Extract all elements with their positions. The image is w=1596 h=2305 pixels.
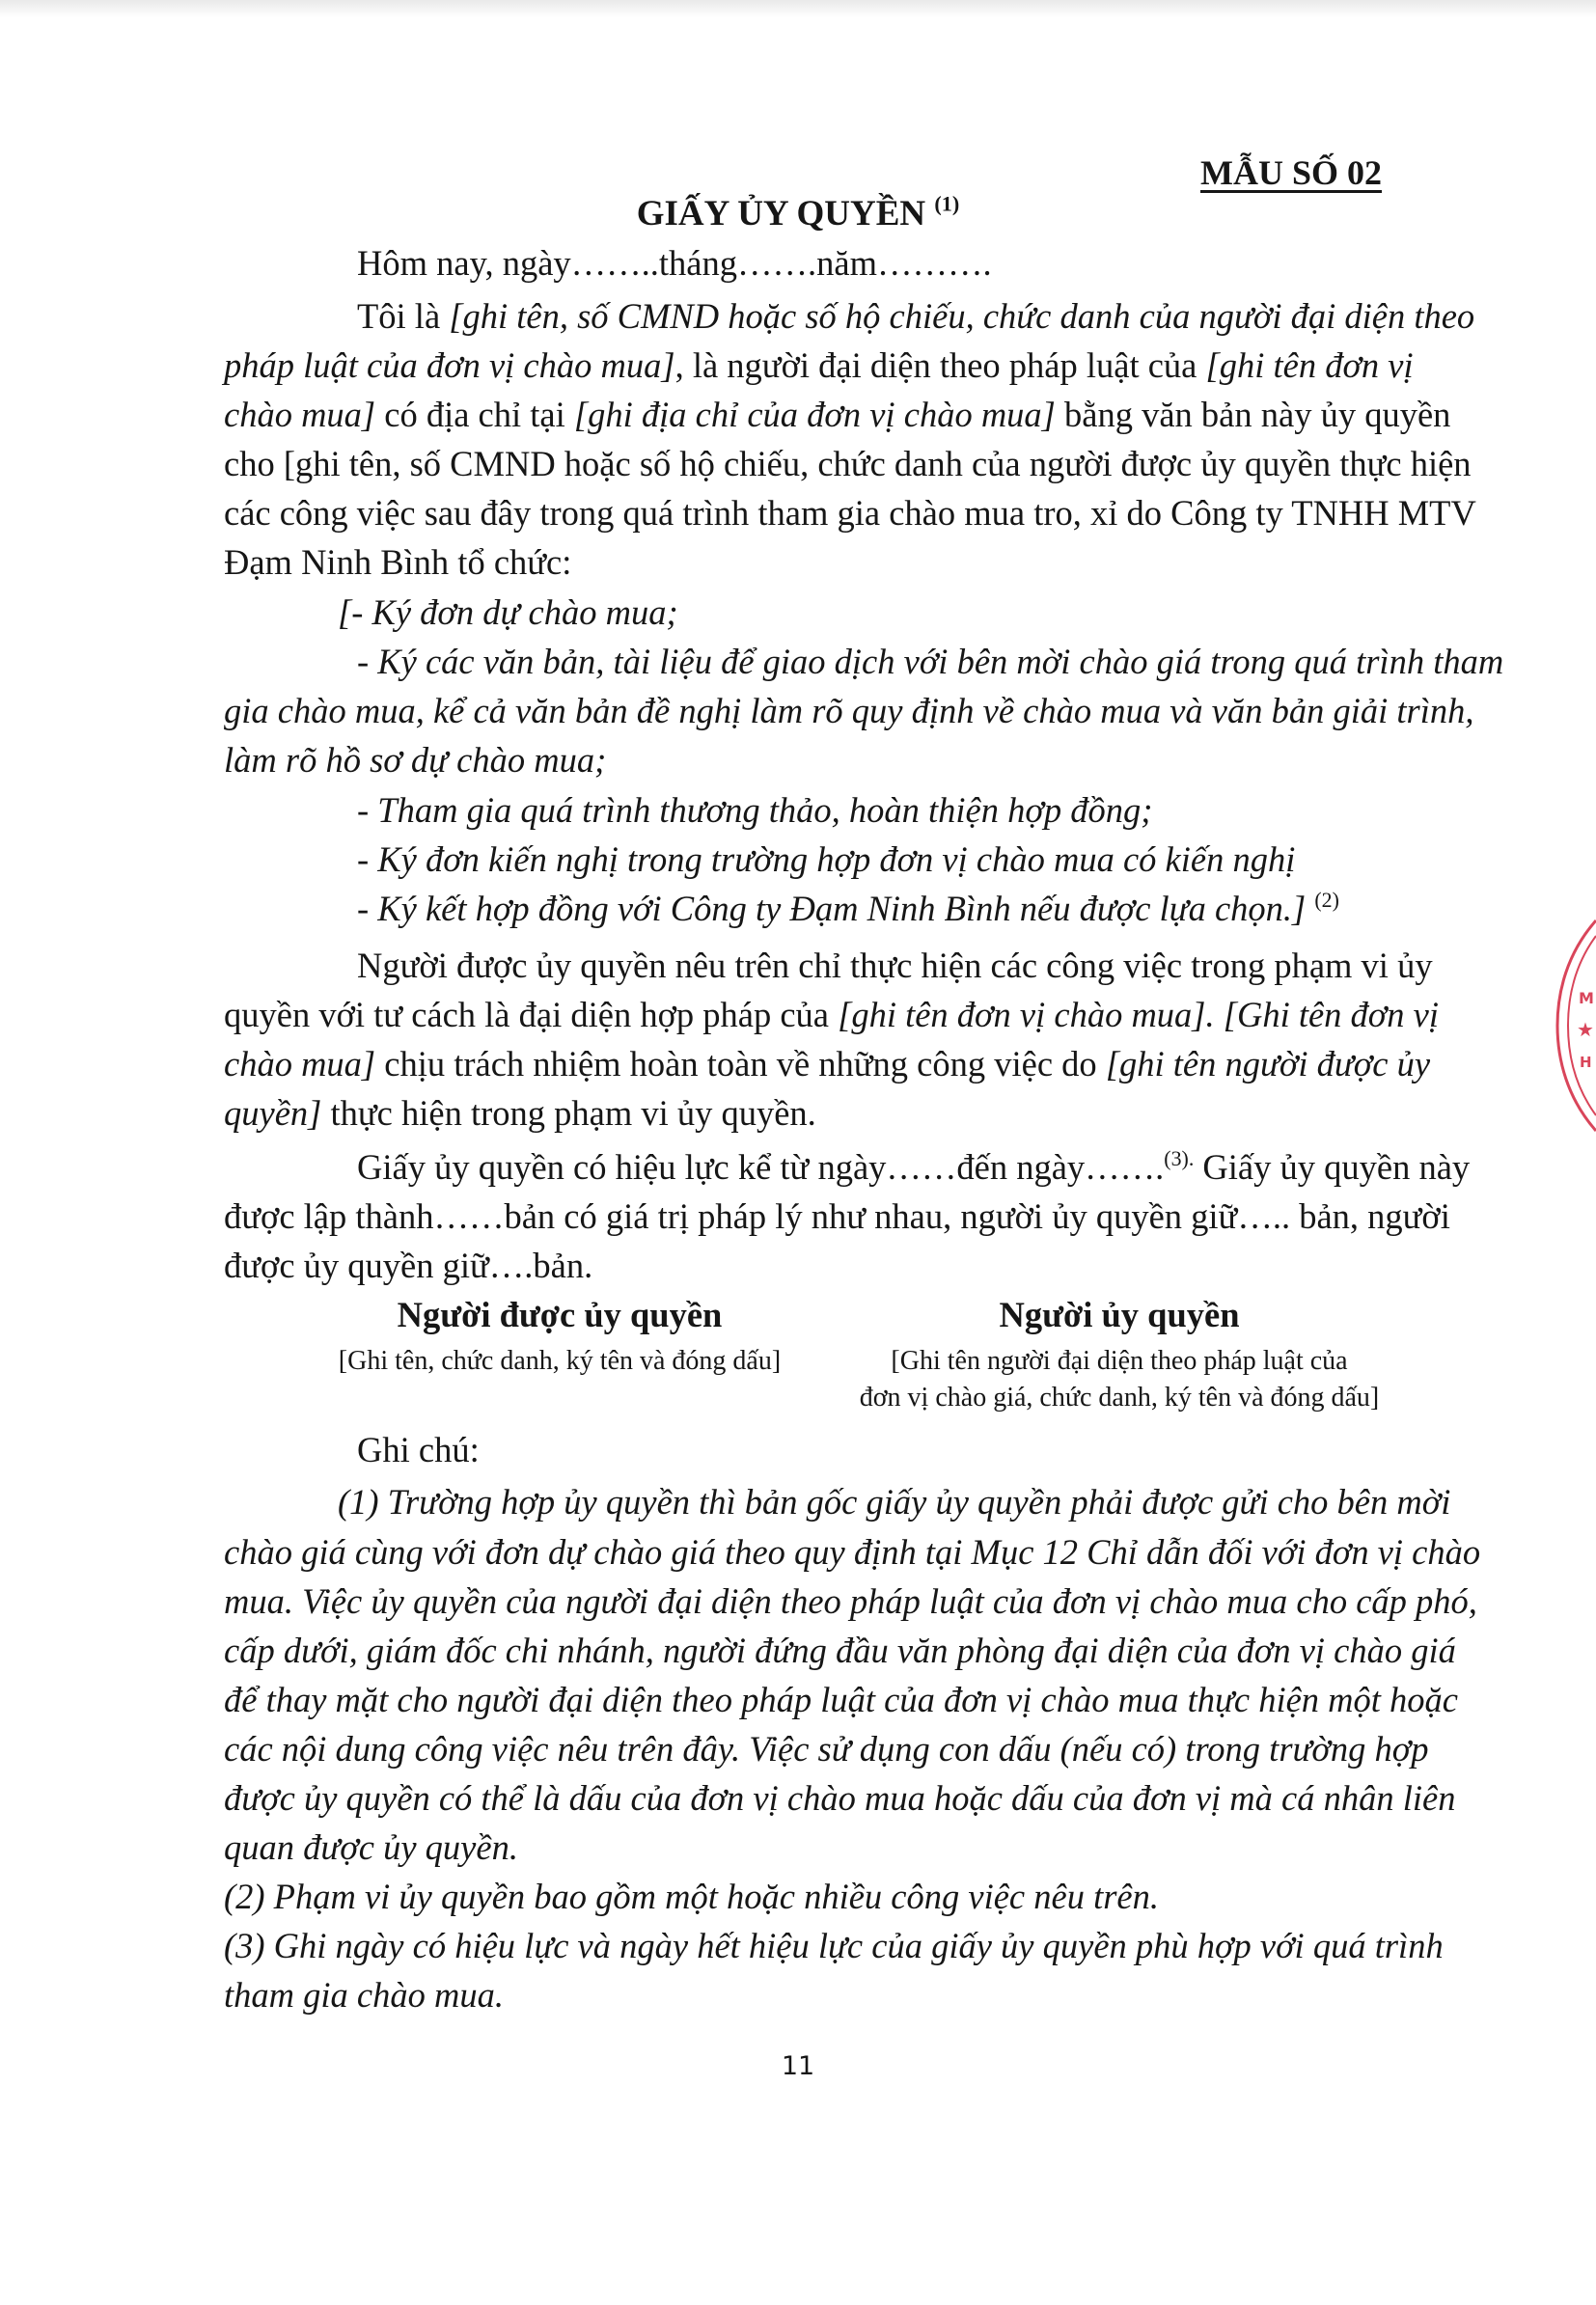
- intro-text: có địa chỉ tại: [375, 395, 574, 434]
- intro-line-4: cho [ghi tên, số CMND hoặc số hộ chiếu, chức danh của người được ủy quyền thực hiện: [224, 444, 1472, 483]
- note-1-line: (1) Trường hợp ủy quyền thì bản gốc giấy ủy quyền phải được gửi cho bên mời: [338, 1482, 1451, 1522]
- authority-line-2: [224, 995, 1439, 1034]
- title-footnote-ref: (1): [934, 191, 960, 216]
- scope-footnote-ref: (2): [1314, 887, 1339, 912]
- scan-edge-shadow: [0, 0, 1596, 17]
- authority-line-1: Người được ủy quyền nêu trên chỉ thực hiện các công việc trong phạm vi ủy: [357, 946, 1433, 985]
- intro-line-6: Đạm Ninh Bình tổ chức:: [224, 542, 572, 582]
- authority-placeholder: [ghi tên đơn vị chào mua]. [Ghi tên đơn vị: [838, 995, 1439, 1034]
- intro-text: , là người đại diện theo pháp luật của: [674, 345, 1206, 385]
- document-title-text: GIẤY ỦY QUYỀN: [636, 194, 926, 233]
- scope-item-5-text: - Ký kết hợp đồng với Công ty Đạm Ninh Bình nếu được lựa chọn.]: [357, 889, 1307, 928]
- intro-line-3: [224, 395, 1451, 434]
- document-title: [0, 193, 1596, 234]
- intro-placeholder: chào mua]: [224, 395, 376, 434]
- red-seal-stamp: [1554, 915, 1596, 1137]
- signature-right-note-line-2: đơn vị chào giá, chức danh, ký tên và đóng dấu]: [859, 1383, 1380, 1413]
- intro-text: bằng văn bản này ủy quyền: [1055, 395, 1451, 434]
- scope-item-5: [357, 887, 1339, 928]
- validity-footnote-ref: (3).: [1164, 1145, 1195, 1170]
- date-line: Hôm nay, ngày……..tháng…….năm……….: [357, 243, 992, 283]
- intro-placeholder: pháp luật của đơn vị chào mua]: [224, 345, 675, 385]
- validity-line-2: được lập thành……bản có giá trị pháp lý như nhau, người ủy quyền giữ….. bản, người: [224, 1196, 1450, 1236]
- scope-item-2-line-2: gia chào mua, kể cả văn bản đề nghị làm rõ quy định về chào mua và văn bản giải trình,: [224, 691, 1474, 730]
- authority-placeholder: quyền]: [224, 1093, 322, 1133]
- authority-placeholder: chào mua]: [224, 1044, 376, 1084]
- note-1-line: chào giá cùng với đơn dự chào giá theo quy định tại Mục 12 Chỉ dẫn đối với đơn vị chào: [224, 1532, 1481, 1572]
- signature-left-note: [Ghi tên, chức danh, ký tên và đóng dấu]: [338, 1346, 782, 1376]
- authority-text: chịu trách nhiệm hoàn toàn về những công việc do: [375, 1044, 1106, 1084]
- validity-line-3: được ủy quyền giữ….bản.: [224, 1246, 593, 1285]
- page-number: 11: [781, 2051, 815, 2081]
- authority-text: thực hiện trong phạm vi ủy quyền.: [321, 1093, 816, 1133]
- signature-left-title: Người được ủy quyền: [397, 1295, 723, 1334]
- svg-text:H: H: [1580, 1054, 1592, 1071]
- intro-line-2: [224, 345, 1414, 385]
- scope-item-1: [- Ký đơn dự chào mua;: [338, 592, 678, 632]
- scope-item-2-line-3: làm rõ hồ sơ dự chào mua;: [224, 740, 607, 780]
- note-1-line: mua. Việc ủy quyền của người đại diện theo pháp luật của đơn vị chào mua cho cấp phó,: [224, 1581, 1477, 1621]
- authority-line-4: [224, 1093, 816, 1133]
- note-2: (2) Phạm vi ủy quyền bao gồm một hoặc nhiều công việc nêu trên.: [224, 1877, 1159, 1916]
- note-1-line: các nội dung công việc nêu trên đây. Việc sử dụng con dấu (nếu có) trong trường hợp: [224, 1729, 1429, 1769]
- note-1-line: quan được ủy quyền.: [224, 1827, 518, 1867]
- scope-item-3: - Tham gia quá trình thương thảo, hoàn thiện hợp đồng;: [357, 790, 1153, 830]
- intro-placeholder: [ghi địa chỉ của đơn vị chào mua]: [573, 395, 1056, 434]
- signature-right-note-line-1: [Ghi tên người đại diện theo pháp luật của: [891, 1346, 1348, 1376]
- note-1-line: cấp dưới, giám đốc chi nhánh, người đứng đầu văn phòng đại diện của đơn vị chào giá: [224, 1631, 1456, 1670]
- note-3-line-2: tham gia chào mua.: [224, 1975, 504, 2015]
- intro-placeholder: [ghi tên, số CMND hoặc số hộ chiếu, chức danh của người đại diện theo: [449, 296, 1475, 336]
- intro-line-5: các công việc sau đây trong quá trình tham gia chào mua tro, xỉ do Công ty TNHH MTV: [224, 493, 1476, 533]
- svg-text:M: M: [1579, 989, 1594, 1007]
- note-3-line-1: (3) Ghi ngày có hiệu lực và ngày hết hiệu lực của giấy ủy quyền phù hợp với quá trình: [224, 1926, 1444, 1965]
- validity-text: Giấy ủy quyền có hiệu lực kể từ ngày……đến ngày…….: [357, 1147, 1165, 1187]
- intro-line-1: [357, 296, 1475, 336]
- form-number: MẪU SỐ 02: [1200, 153, 1382, 192]
- note-1-line: để thay mặt cho người đại diện theo pháp luật của đơn vị chào mua thực hiện một hoặc: [224, 1680, 1458, 1719]
- authority-line-3: [224, 1044, 1431, 1084]
- svg-text:★: ★: [1577, 1018, 1594, 1041]
- signature-right-title: Người ủy quyền: [999, 1295, 1240, 1334]
- intro-text: Tôi là: [357, 296, 450, 336]
- validity-text: Giấy ủy quyền này: [1194, 1147, 1471, 1187]
- authority-placeholder: [ghi tên người được ủy: [1105, 1044, 1431, 1084]
- notes-heading: Ghi chú:: [357, 1430, 480, 1469]
- scope-item-4: - Ký đơn kiến nghị trong trường hợp đơn vị chào mua có kiến nghị: [357, 839, 1296, 879]
- authority-text: quyền với tư cách là đại diện hợp pháp của: [224, 995, 839, 1034]
- validity-line-1: [357, 1145, 1471, 1187]
- intro-placeholder: [ghi tên đơn vị: [1205, 345, 1414, 385]
- note-1-line: được ủy quyền có thể là dấu của đơn vị chào mua hoặc dấu của đơn vị mà cá nhân liên: [224, 1778, 1456, 1818]
- scope-item-2-line-1: - Ký các văn bản, tài liệu để giao dịch với bên mời chào giá trong quá trình tham: [357, 642, 1504, 681]
